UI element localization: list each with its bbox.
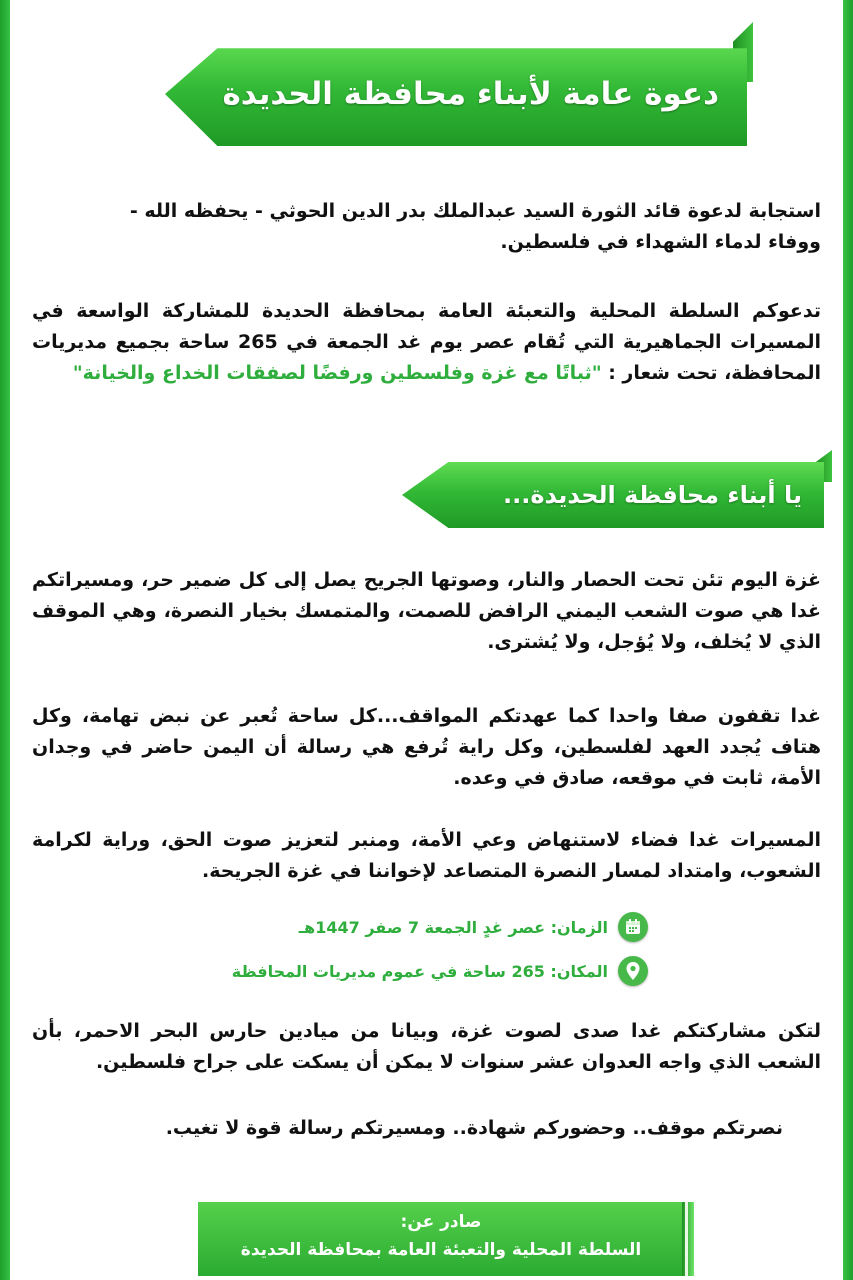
motto-line: نصرتكم موقف.. وحضوركم شهادة.. ومسيرتكم رسالة قوة لا تغيب. — [165, 1117, 783, 1139]
intro-line-1: استجابة لدعوة قائد الثورة السيد عبدالملك بدر الدين الحوثي - يحفظه الله - — [129, 200, 821, 222]
time-text: الزمان: عصر غدٍ الجمعة 7 صفر 1447هـ — [298, 917, 608, 937]
issuer-name: السلطة المحلية والتعبئة العامة بمحافظة الحديدة — [240, 1240, 642, 1260]
intro-line-2: ووفاء لدماء الشهداء في فلسطين. — [500, 231, 821, 253]
location-pin-icon — [618, 956, 648, 986]
main-title: دعوة عامة لأبناء محافظة الحديدة — [222, 76, 719, 112]
left-border — [0, 0, 10, 1280]
place-text: المكان: 265 ساحة في عموم مديريات المحافظة — [231, 961, 608, 981]
paragraph-unity: غدا تقفون صفا واحدا كما عهدتكم المواقف...كل ساحة تُعبر عن نبض تهامة، وكل هتاف يُجدد العهد لفلسطين، وكل راية تُرفع هي رسالة أن اليمن حاضر في وجدان الأمة، ثابت في موقعه، صادق في وعده. — [32, 705, 821, 789]
section-title: يا أبناء محافظة الحديدة... — [502, 481, 802, 509]
issuer-box — [198, 1202, 684, 1276]
paragraph-gaza: غزة اليوم تئن تحت الحصار والنار، وصوتها الجريح يصل إلى كل ضمير حر، ومسيراتكم غدا هي صوت الشعب اليمني الرافض للصمت، والمتمسك بخيار النصرة، وهي الموقف الذي لا يُخلف، ولا يُؤجل، ولا يُشترى. — [32, 569, 821, 653]
paragraph-marches: المسيرات غدا فضاء لاستنهاض وعي الأمة، ومنبر لتعزيز صوت الحق، وراية لكرامة الشعوب، وامتداد لمسار النصرة المتصاعد لإخواننا في غزة الجريحة. — [32, 829, 821, 882]
invitation-text: تدعوكم السلطة المحلية والتعبئة العامة بمحافظة الحديدة للمشاركة الواسعة في المسيرات الجماهيرية التي تُقام عصر يوم غد الجمعة في 265 ساحة بجميع مديريات المحافظة، تحت شعار : — [32, 300, 821, 384]
calendar-icon — [618, 912, 648, 942]
invitation-paragraph — [32, 296, 821, 389]
section-title-ribbon — [402, 462, 824, 528]
time-info — [299, 912, 648, 942]
main-title-ribbon — [165, 42, 747, 146]
closing-paragraph: لتكن مشاركتكم غدا صدى لصوت غزة، وبيانا من ميادين حارس البحر الاحمر، بأن الشعب الذي واجه العدوان عشر سنوات لا يمكن أن يسكت على جراح فلسطين. — [32, 1020, 821, 1073]
slogan-text: "ثباتًا مع غزة وفلسطين ورفضًا لصفقات الخداع والخيانة" — [72, 362, 602, 384]
issuer-label: صادر عن: — [400, 1212, 482, 1232]
document-page — [10, 0, 843, 1280]
intro-paragraph — [32, 196, 821, 258]
right-border — [843, 0, 853, 1280]
place-info — [232, 956, 648, 986]
